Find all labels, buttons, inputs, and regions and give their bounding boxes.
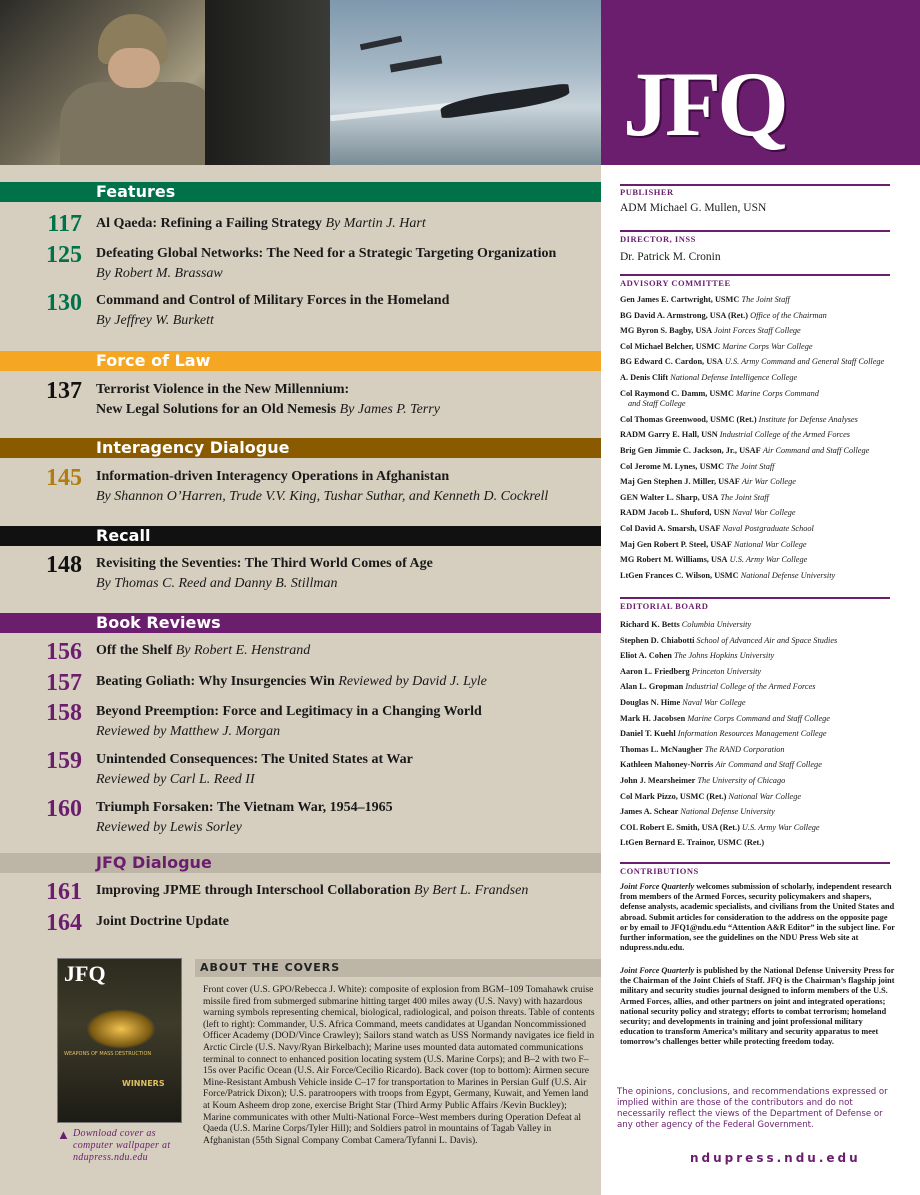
cover-thumbnail[interactable]	[57, 958, 182, 1123]
member-affiliation: and Staff College	[628, 399, 686, 409]
page-number: 164	[46, 910, 82, 936]
member-affiliation: National War College	[734, 539, 807, 549]
member-row	[620, 757, 900, 773]
member-row	[620, 443, 900, 459]
page-number: 156	[46, 639, 82, 665]
member-affiliation: The University of Chicago	[697, 775, 786, 785]
member-name: BG Edward C. Cardon, USA	[620, 357, 723, 367]
article-title: Information-driven Interagency Operations in Afghanistan	[96, 469, 450, 484]
member-name: Col Thomas Greenwood, USMC (Ret.)	[620, 414, 757, 424]
section-label: Recall	[96, 526, 151, 545]
page-number: 158	[46, 700, 82, 726]
member-affiliation: Office of the Chairman	[750, 310, 827, 320]
member-affiliation: Air Command and Staff College	[715, 760, 822, 770]
member-row	[620, 552, 900, 568]
member-name: Col Michael Belcher, USMC	[620, 341, 721, 351]
article-title: Improving JPME through Interschool Collaboration	[96, 883, 411, 898]
divider	[620, 862, 890, 864]
member-affiliation: Naval Postgraduate School	[722, 523, 814, 533]
member-row	[620, 679, 900, 695]
member-row	[620, 427, 900, 443]
editorial-heading: EDITORIAL BOARD	[620, 601, 709, 611]
member-row	[620, 459, 900, 475]
section-features	[0, 182, 601, 202]
director-name: Dr. Patrick M. Cronin	[620, 251, 721, 263]
member-name: LtGen Bernard E. Trainor, USMC (Ret.)	[620, 838, 765, 848]
aircraft-photo	[330, 0, 601, 165]
member-row	[620, 726, 900, 742]
site-url-link[interactable]: ndupress.ndu.edu	[690, 1151, 861, 1165]
divider	[620, 597, 890, 599]
member-name: Richard K. Betts	[620, 620, 680, 629]
member-name: Col Raymond C. Damm, USMC	[620, 388, 734, 398]
member-affiliation: The Johns Hopkins University	[673, 651, 775, 661]
member-affiliation: The Joint Staff	[720, 492, 769, 502]
member-affiliation: National Defense University	[680, 807, 775, 817]
triangle-up-icon: ▲	[57, 1127, 70, 1142]
download-cover-note: Download cover as computer wallpaper at ndupress.ndu.edu	[73, 1128, 171, 1163]
soldier-photo	[0, 0, 330, 165]
member-row	[620, 308, 900, 324]
article-author: Reviewed by David J. Lyle	[338, 674, 487, 689]
member-row	[620, 664, 900, 680]
member-name: Daniel T. Kuehl	[620, 729, 676, 739]
member-affiliation: Industrial College of the Armed Forces	[719, 430, 850, 440]
member-name: RADM Jacob L. Shuford, USN	[620, 508, 731, 518]
member-row	[620, 537, 900, 553]
member-affiliation: National Defense Intelligence College	[670, 372, 798, 382]
disclaimer-text: The opinions, conclusions, and recommendations expressed or implied within are those of the contributors and do not necessarily reflect the views of the Department of Defense or any other agency of the Federal Government.	[617, 1087, 888, 1130]
member-affiliation: Air War College	[741, 477, 796, 487]
member-name: Brig Gen Jimmie C. Jackson, Jr., USAF	[620, 445, 761, 455]
member-name: LtGen Frances C. Wilson, USMC	[620, 570, 739, 580]
member-affiliation: Marine Corps Command	[735, 388, 819, 398]
member-row	[620, 633, 900, 649]
about-covers-text: Front cover (U.S. GPO/Rebecca J. White): composite of explosion from BGM–109 Tomahawk cruise missile fired from submerged submarine hitting target 400 miles away (U.S. Navy) with hazardous warning symbols representing chemical, biological, radiological, and poison threats. Table of contents (left to right): Commander, U.S. Africa Command, meets candidates at Ugandan Noncommissioned Officer Academy (DOD/Vince Crawley); Sailors stand watch as USS Normandy navigates ice field in Arctic Circle (U.S. Navy/Ryan Birkelbach); Marine uses mounted data automated communications terminal to connect to enhanced position locating system (U.S. Marine Corps); and B–2 with two F–15s over Pacific Ocean (U.S. Air Force/Cecilio Ricardo). Back cover (top to bottom): Airmen secure Mine-Resistant Ambush Vehicle inside C–17 for transportation to Marines in Persian Gulf (U.S. Air Force/Patrick Dixon); U.S. paratroopers with troops from Egypt, Germany, Kuwait, and Yemen land at Koum Asheem drop zone, exercise Bright Star (Third Army Public Affairs /Kevin Buckley); Marine communicates with other Multi-National Force–West members during Operation Defeat al Qaeda (U.S. Marine Corps/Tyler Hill); and Soldiers patrol in mountains of Tagab Valley in Afghanistan (55th Signal Company Combat Camera/Tyfanni L. Davis).	[203, 984, 595, 1146]
article-author: By James P. Terry	[339, 402, 440, 417]
page-number: 161	[46, 879, 82, 905]
member-row	[620, 711, 900, 727]
article-title: Triumph Forsaken: The Vietnam War, 1954–1965	[96, 800, 393, 815]
article-title: Beyond Preemption: Force and Legitimacy in a Changing World	[96, 704, 482, 719]
member-row	[620, 505, 900, 521]
member-name: Col Mark Pizzo, USMC (Ret.)	[620, 791, 727, 801]
member-row	[620, 323, 900, 339]
member-row	[620, 354, 900, 370]
page-number: 117	[47, 211, 82, 237]
member-row	[620, 521, 900, 537]
member-name: Maj Gen Stephen J. Miller, USAF	[620, 477, 740, 487]
contributions-heading: CONTRIBUTIONS	[620, 866, 699, 876]
section-label: Book Reviews	[96, 613, 221, 632]
article-author: Reviewed by Carl L. Reed II	[96, 772, 255, 787]
member-affiliation: Naval War College	[682, 697, 746, 707]
cover-badge: WINNERS	[122, 1079, 165, 1088]
member-name: MG Robert M. Williams, USA	[620, 555, 728, 565]
advisory-heading: ADVISORY COMMITTEE	[620, 278, 731, 288]
article-author: By Thomas C. Reed and Danny B. Stillman	[96, 576, 338, 591]
article-author: By Martin J. Hart	[325, 216, 426, 231]
section-jfq-dialogue	[0, 853, 601, 873]
contributions-paragraph-1: Joint Force Quarterly welcomes submission of scholarly, independent research from members of the Armed Forces, security policymakers and shapers, defense analysts, academic specialists, and civilians from the United States and abroad. Submit articles for consideration to the address on the opposite page or by email to JFQ1@ndu.edu “Attention A&R Editor” in the subject line. For further information, see the guidelines on the NDU Press Web site at ndupress.ndu.edu.	[620, 882, 895, 953]
member-row	[620, 804, 900, 820]
article-author: By Bert L. Frandsen	[414, 883, 529, 898]
section-label: JFQ Dialogue	[96, 853, 212, 872]
divider	[620, 184, 890, 186]
member-name: GEN Walter L. Sharp, USA	[620, 492, 719, 502]
page-number: 145	[46, 465, 82, 491]
about-covers-heading: ABOUT THE COVERS	[200, 961, 341, 974]
member-row	[620, 742, 900, 758]
member-affiliation: Naval War College	[732, 508, 796, 518]
article-title: Beating Goliath: Why Insurgencies Win	[96, 674, 335, 689]
member-affiliation: National War College	[728, 791, 802, 801]
member-name: Maj Gen Robert P. Steel, USAF	[620, 539, 732, 549]
article-title: Revisiting the Seventies: The Third World Comes of Age	[96, 556, 433, 571]
member-name: Douglas N. Hime	[620, 697, 681, 707]
masthead-banner	[601, 0, 920, 165]
member-row	[620, 617, 900, 633]
member-affiliation: School of Advanced Air and Space Studies	[696, 635, 838, 645]
member-row	[620, 474, 900, 490]
page-number: 130	[46, 290, 82, 316]
member-name: Col Jerome M. Lynes, USMC	[620, 461, 725, 471]
article-title: Joint Doctrine Update	[96, 914, 229, 929]
member-name: BG David A. Armstrong, USA (Ret.)	[620, 310, 748, 320]
page-number: 159	[46, 748, 82, 774]
advisory-committee-list	[620, 292, 900, 583]
section-label: Features	[96, 182, 176, 201]
member-name: A. Denis Clift	[620, 372, 669, 382]
member-row	[620, 648, 900, 664]
member-row	[620, 412, 900, 428]
editorial-board-list	[620, 617, 900, 851]
article-title: Command and Control of Military Forces in the Homeland	[96, 293, 450, 308]
member-name: Eliot A. Cohen	[620, 651, 672, 661]
member-name: Kathleen Mahoney-Norris	[620, 760, 714, 770]
member-affiliation: U.S. Army War College	[729, 555, 808, 565]
member-row	[620, 695, 900, 711]
divider	[620, 230, 890, 232]
page-number: 125	[46, 242, 82, 268]
member-affiliation: U.S. Army Command and General Staff College	[724, 357, 885, 367]
member-affiliation: The Joint Staff	[741, 295, 790, 304]
cover-logo: JFQ	[64, 961, 106, 986]
member-name: MG Byron S. Bagby, USA	[620, 326, 713, 336]
member-row	[620, 835, 900, 851]
page-number: 148	[46, 552, 82, 578]
article-title: Off the Shelf	[96, 643, 173, 658]
member-affiliation: Marine Corps Command and Staff College	[687, 713, 830, 723]
member-name: James A. Schear	[620, 807, 679, 817]
page-number: 160	[46, 796, 82, 822]
article-author: By Jeffrey W. Burkett	[96, 313, 214, 328]
member-row	[620, 292, 900, 308]
member-row	[620, 490, 900, 506]
section-recall	[0, 526, 601, 546]
section-force-of-law	[0, 351, 601, 371]
article-title: Al Qaeda: Refining a Failing Strategy	[96, 216, 322, 231]
member-affiliation: Marine Corps War College	[722, 341, 813, 351]
member-name: Aaron L. Friedberg	[620, 666, 690, 676]
member-affiliation: Industrial College of the Armed Forces	[685, 682, 816, 692]
about-covers-header	[195, 959, 601, 977]
member-affiliation: National Defense University	[740, 570, 836, 580]
member-name: COL Robert E. Smith, USA (Ret.)	[620, 822, 740, 832]
member-affiliation: U.S. Army War College	[741, 822, 820, 832]
member-row	[620, 568, 900, 584]
member-name: Mark H. Jacobsen	[620, 713, 686, 723]
journal-name: Joint Force Quarterly	[620, 966, 695, 975]
member-name: Col David A. Smarsh, USAF	[620, 523, 721, 533]
section-book-reviews	[0, 613, 601, 633]
page-number: 137	[46, 378, 82, 404]
member-name: Thomas L. McNaugher	[620, 744, 703, 754]
member-affiliation: The RAND Corporation	[704, 744, 785, 754]
cover-caption: WEAPONS OF MASS DESTRUCTION	[64, 1051, 152, 1057]
member-affiliation: Air Command and Staff College	[762, 445, 870, 455]
member-name: RADM Garry E. Hall, USN	[620, 430, 718, 440]
section-label: Interagency Dialogue	[96, 438, 290, 457]
member-row	[620, 370, 900, 386]
journal-name: Joint Force Quarterly	[620, 882, 695, 891]
article-title: Defeating Global Networks: The Need for a Strategic Targeting Organization	[96, 246, 557, 261]
section-interagency-dialogue	[0, 438, 601, 458]
publisher-name: ADM Michael G. Mullen, USN	[620, 202, 767, 214]
member-name: Stephen D. Chiabotti	[620, 635, 695, 645]
member-name: Gen James E. Cartwright, USMC	[620, 295, 740, 304]
member-row	[620, 773, 900, 789]
member-affiliation: The Joint Staff	[726, 461, 775, 471]
section-label: Force of Law	[96, 351, 211, 370]
article-author: Reviewed by Matthew J. Morgan	[96, 724, 281, 739]
member-affiliation: Princeton University	[691, 666, 762, 676]
member-row	[620, 820, 900, 836]
divider	[620, 274, 890, 276]
article-title: Terrorist Violence in the New Millennium:	[96, 382, 350, 397]
publisher-heading: PUBLISHER	[620, 187, 674, 197]
member-name: John J. Mearsheimer	[620, 775, 696, 785]
article-author: Reviewed by Lewis Sorley	[96, 820, 242, 835]
article-author: By Robert M. Brassaw	[96, 266, 223, 281]
article-title: Unintended Consequences: The United States at War	[96, 752, 413, 767]
article-author: By Shannon O’Harren, Trude V.V. King, Tushar Suthar, and Kenneth D. Cockrell	[96, 489, 549, 504]
contributions-paragraph-2: Joint Force Quarterly is published by the National Defense University Press for the Chairman of the Joint Chiefs of Staff. JFQ is the Chairman’s flagship joint military and security studies journal designed to inform members of the U.S. Armed Forces, allies, and other partners on joint and integrated operations; national security policy and strategy; efforts to combat terrorism; homeland security; and developments in training and joint professional military education to transform America’s military and security apparatus to meet tomorrow’s challenges better while protecting freedom today.	[620, 966, 895, 1047]
member-affiliation: Information Resources Management College	[677, 729, 827, 739]
jfq-logo: JFQ	[623, 53, 785, 155]
member-name: Alan L. Gropman	[620, 682, 684, 692]
member-row	[620, 339, 900, 355]
member-affiliation: Joint Forces Staff College	[714, 326, 801, 336]
article-author: By Robert E. Henstrand	[175, 643, 311, 658]
page-number: 157	[46, 670, 82, 696]
member-row	[620, 789, 900, 805]
director-heading: DIRECTOR, INSS	[620, 234, 696, 244]
member-affiliation: Columbia University	[681, 620, 752, 629]
article-title-line2: New Legal Solutions for an Old Nemesis	[96, 402, 337, 417]
member-affiliation: Institute for Defense Analyses	[758, 414, 858, 424]
